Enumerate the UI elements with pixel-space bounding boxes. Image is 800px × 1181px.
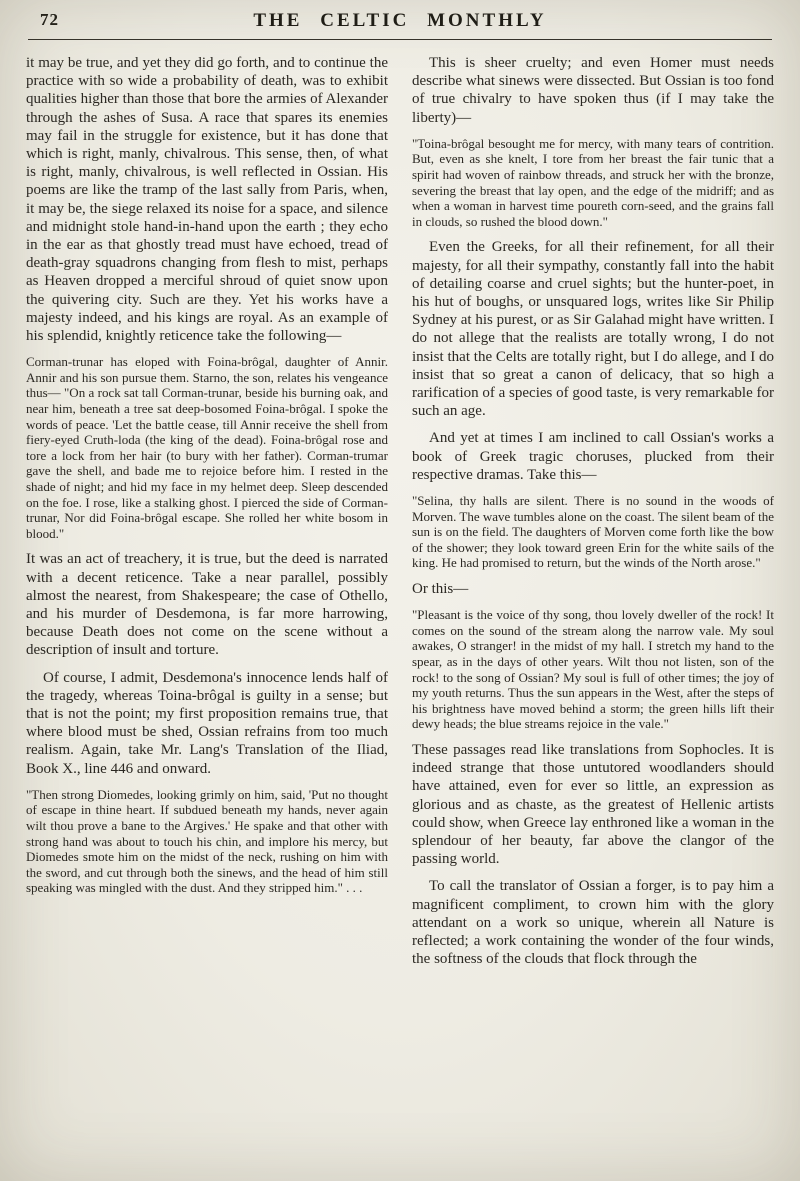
left-column [26,54,388,977]
paragraph: Or this— [412,580,469,597]
paragraph: It was an act of treachery, it is true, but the deed is narrated with a decent reticence. Take a near parallel, possibly almost the nearest, from Shakespeare; the case of Othello, and his murder of Desdemona, is far more harrowing, because Death does not come on the scene without a description of insult and torture. [26,551,388,659]
paragraph: Even the Greeks, for all their refinement, for all their majesty, for all their sympathy, constantly fall into the habit of detailing coarse and cruel sights; but the hunter-poet, in his hut of boughs, or unsquared logs, writes like Sir Philip Sydney at his purest, or as Sir Galahad might have written. I do not allege that the realists are totally wrong, I do not insist that the Celts are totally right, but I do allege, and I do insist that so great a canon of delicacy, that so high a rarification of a species of good taste, is very remarkable for such an age. [412,239,775,420]
block-quote: "Pleasant is the voice of thy song, thou lovely dweller of the rock! It comes on the sound of the stream along the narrow vale. My soul awakes, O stranger! in the midst of my hall. I stretch my hand to the spear, as in the days of other years. Wilt thou not listen, son of the rock! to the song of Ossian? My soul is full of other times; the joy of my youth returns. Thus the sun appears in the West, after the steps of his brightness have moved behind a storm; the green hills lift their dewy heads; the blue streams rejoice in the vale." [412,607,774,732]
paragraph: This is sheer cruelty; and even Homer must needs describe what sinews were dissected. But Ossian is too fond of true chivalry to have spoken thus (if I may take the liberty)— [412,55,774,126]
article-columns [26,54,774,977]
block-quote: Corman-trunar has eloped with Foina-brôgal, daughter of Annir. Annir and his son pursue them. Starno, the son, relates his vengeance thus— "On a rock sat tall Corman-trunar, beside his burning oak, and near him, beneath a tree sat deep-bosomed Foina-brôgal. I spoke the words of peace. 'Let the battle cease, till Annir receive the shell from fiery-eyed Cruth-loda (the king of the dead). Foina-brôgal rose and tore a lock from her hair (to bury with her father). Corman-trumar gave the shell, and bade me to rejoice before him. I rested in the shade of night; and hid my face in my helmet deep. Sleep descended on the foe. I rose, like a stalking ghost. I pierced the side of Corman-trunar, Nor did Foina-brôgal escape. She rolled her white bosom in blood." [26,354,388,541]
paragraph: These passages read like translations from Sophocles. It is indeed strange that those untutored woodlanders should have attained, even for ever so little, an expression as glorious and as chaste, as the greatest of Hellenic artists could show, when Greece lay enthroned like a woman in the splendour of her beauty, far above the clangor of the passing world. [412,741,774,868]
paragraph: And yet at times I am inclined to call Ossian's works a book of Greek tragic choruses, plucked from their respective dramas. Take this— [412,430,774,483]
page-number: 72 [40,10,59,29]
paragraph: it may be true, and yet they did go forth, and to continue the practice with so wide a probability of death, was to exhibit qualities higher than those that bore the armies of Alexander through the ashes of Susa. A race that spares its enemies may fail in the struggle for existence, but it has done that which is right, manly, chivalrous. This sense, then, of what is right, manly, chivalrous, is well reflected in Ossian. His poems are like the tramp of the last sally from Paris, when, it may be, the siege relaxed its noise for a space, and silence and midnight stole hand-in-hand upon the earth ; they echo in the ear as that ghostly tread must have echoed, tread of death-gray squadrons changing from flesh to mist, perhaps as Heaven dropped a merciful shroud of quiet snow upon the quivering city. Such are they. Yet his works have a majesty indeed, and his kings are royal. As an example of his splendid, knightly reticence take the following— [26,55,388,345]
journal-title: THE CELTIC MONTHLY [253,10,547,31]
block-quote: "Selina, thy halls are silent. There is no sound in the woods of Morven. The wave tumbles alone on the coast. The silent beam of the sun is on the field. The daughters of Morven come forth like the bow of the shower; they look toward green Erin for the white sails of the king. He had promised to return, but the winds of the North arose." [412,493,774,571]
block-quote: "Toina-brôgal besought me for mercy, with many tears of contrition. But, even as she knelt, I tore from her breast the fair tunic that a spirit had woven of rainbow threads, and struck her with the bronze, severing the breast that lay open, and the edge of the midriff; and as when a woman in harvest time poureth corn-seed, and the grains fall in clouds, so rushed the blood down." [412,135,774,229]
right-column [412,54,774,977]
paragraph: To call the translator of Ossian a forger, is to pay him a magnificent compliment, to crown him with the glory attendant on a work so unique, wherein all Nature is reflected; a work containing the wonder of the four winds, the softness of the clouds that flock through the [412,878,774,968]
block-quote: "Then strong Diomedes, looking grimly on him, said, 'Put no thought of escape in thine heart. If subdued beneath my hands, never again wilt thou prove a bane to the Argives.' He spake and that other with strong hand was about to touch his chin, and implore his mercy, but Diomedes smote him on the midst of the neck, rushing on him with the sword, and cut through both the sinews, and the head of him still speaking was mingled with the dust. And they stripped him." . . . [26,786,388,896]
paragraph: Of course, I admit, Desdemona's innocence lends half of the tragedy, whereas Toina-brôgal is guilty in a sense; but that is not the point; my first proposition remains true, that where blood must be shed, Ossian refrains from too much realism. Again, take Mr. Lang's Translation of the Iliad, Book X., line 446 and onward. [26,669,388,777]
header-rule [28,39,772,40]
page-header [26,8,774,34]
